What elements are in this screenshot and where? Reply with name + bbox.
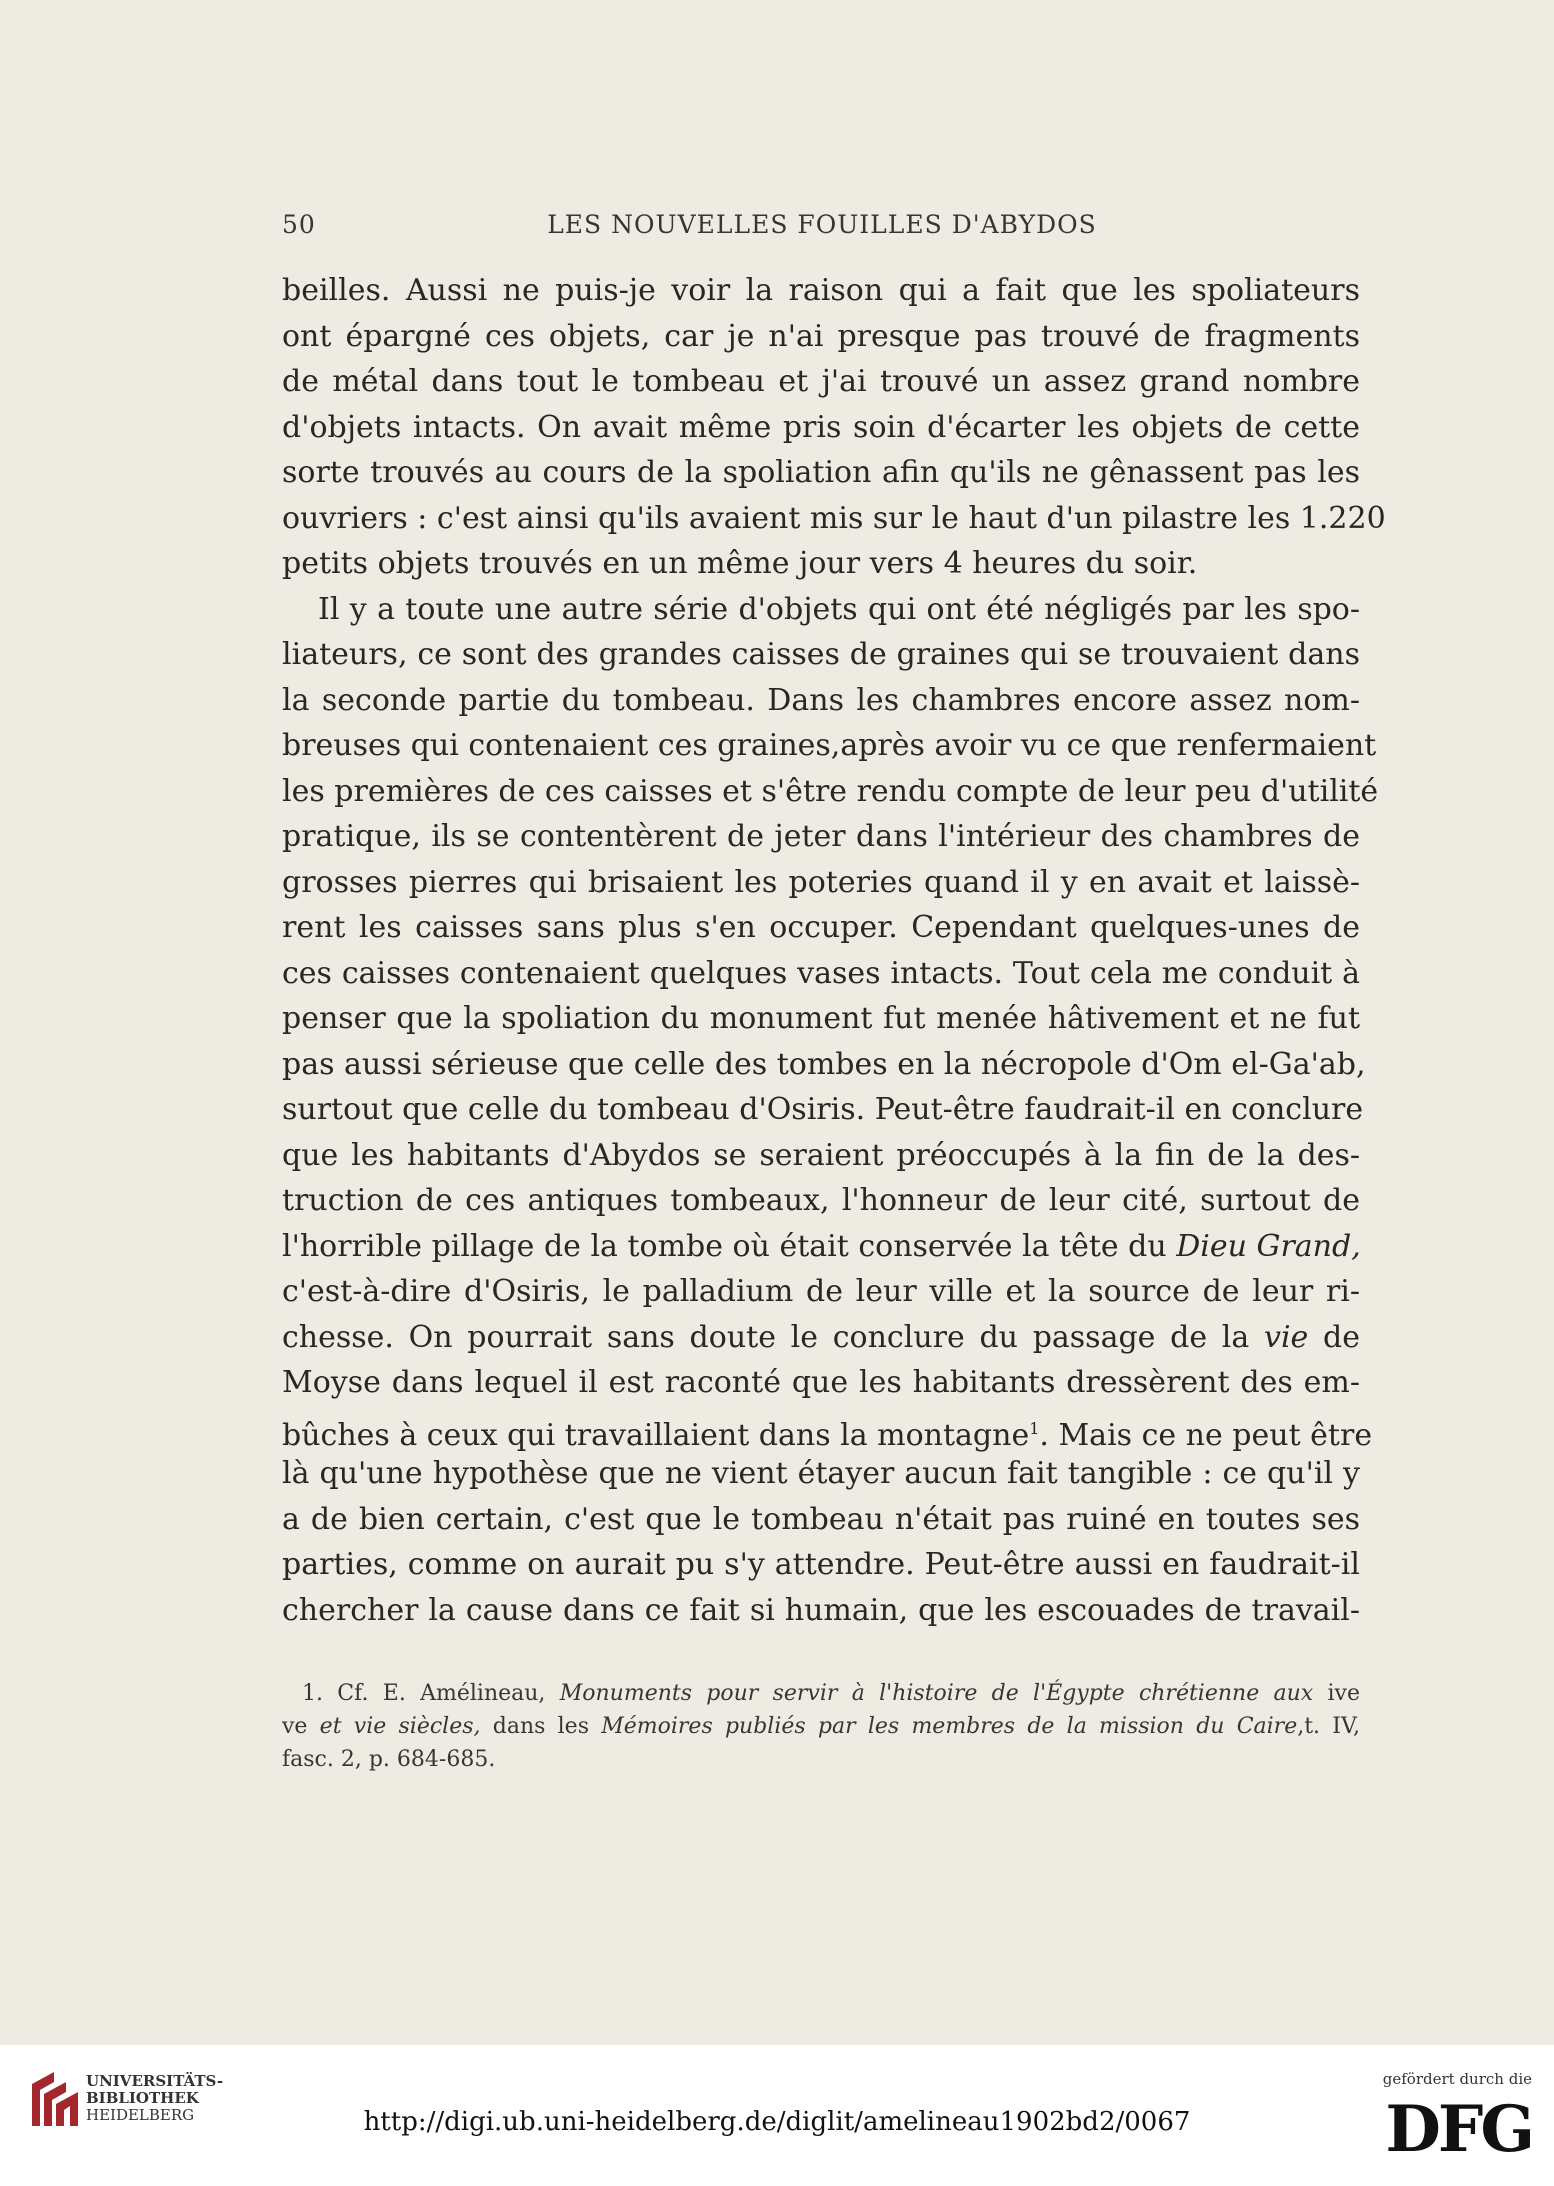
text-line: les premières de ces caisses et s'être rendu compte de leur peu d'utilité: [282, 773, 1379, 809]
footnote-reference[interactable]: 1: [1029, 1418, 1040, 1438]
text-line: d'objets intacts. On avait même pris soin d'écarter les objets de cette: [282, 409, 1360, 445]
library-name-line: UNIVERSITÄTS-: [86, 2072, 224, 2090]
footnote-line: fasc. 2, p. 684-685.: [282, 1747, 496, 1772]
footnote-text: ,t. IV,: [1297, 1714, 1361, 1739]
permalink-url[interactable]: http://digi.ub.uni-heidelberg.de/diglit/amelineau1902bd2/0067: [363, 2107, 1191, 2137]
line-text: bûches à ceux qui travaillaient dans la montagne: [282, 1417, 1030, 1453]
text-line: penser que la spoliation du monument fut menée hâtivement et ne fut: [282, 1001, 1360, 1036]
text-line: chercher la cause dans ce fait si humain, que les escouades de travail-: [282, 1592, 1360, 1628]
line-text: l'horrible pillage de la tombe où était conservée la tête du: [282, 1228, 1177, 1264]
text-line: truction de ces antiques tombeaux, l'honneur de leur cité, surtout de: [282, 1183, 1360, 1218]
footnote-lead: 1. Cf. E. Amélineau,: [302, 1681, 560, 1706]
text-line: pratique, ils se contentèrent de jeter dans l'intérieur des chambres de: [282, 819, 1360, 854]
text-line: de métal dans tout le tombeau et j'ai trouvé un assez grand nombre: [282, 364, 1360, 399]
italic-vie: vie: [1264, 1319, 1309, 1355]
footnote-work-title: Monuments pour servir à l'histoire de l'Égypte chrétienne aux: [559, 1681, 1314, 1706]
footnote-century: ive: [1313, 1681, 1360, 1706]
text-line-with-italic: [282, 1315, 1360, 1361]
footnote-text: dans les: [480, 1714, 602, 1739]
text-line: rent les caisses sans plus s'en occuper. Cependant quelques-unes de: [282, 910, 1360, 945]
footnote-memoires-title: Mémoires publiés par les membres de la mission du Caire: [601, 1714, 1298, 1739]
text-line: petits objets trouvés en un même jour vers 4 heures du soir.: [282, 546, 1198, 581]
text-line: grosses pierres qui brisaient les poteries quand il y en avait et laissè-: [282, 864, 1360, 900]
funding-caption: gefördert durch die: [1382, 2070, 1532, 2088]
footnote-line: [282, 1677, 1360, 1710]
page-number: 50: [282, 210, 316, 239]
text-line: ouvriers : c'est ainsi qu'ils avaient mis sur le haut d'un pilastre les 1.220: [282, 500, 1386, 536]
line-text-tail: de: [1308, 1319, 1360, 1355]
line-text: chesse. On pourrait sans doute le conclure du passage de la: [282, 1319, 1265, 1355]
running-title: LES NOUVELLES FOUILLES D'ABYDOS: [547, 210, 1097, 239]
text-line: ces caisses contenaient quelques vases intacts. Tout cela me conduit à: [282, 955, 1360, 991]
text-line-with-italic: [282, 1224, 1360, 1270]
footnote-century: ve: [282, 1714, 308, 1739]
line-text-tail: . Mais ce ne peut être: [1039, 1417, 1373, 1453]
text-line: pas aussi sérieuse que celle des tombes en la nécropole d'Om el-Ga'ab,: [282, 1046, 1366, 1082]
dfg-logo: DFG: [1385, 2092, 1532, 2167]
text-line: liateurs, ce sont des grandes caisses de graines qui se trouvaient dans: [282, 637, 1360, 672]
text-line: a de bien certain, c'est que le tombeau n'était pas ruiné en toutes ses: [282, 1501, 1360, 1537]
italic-dieu-grand: Dieu Grand,: [1176, 1228, 1361, 1264]
text-line: sorte trouvés au cours de la spoliation afin qu'ils ne gênassent pas les: [282, 455, 1360, 490]
running-header: [282, 210, 1362, 244]
text-line: breuses qui contenaient ces graines,après avoir vu ce que renfermaient: [282, 728, 1377, 763]
library-name-line: HEIDELBERG: [86, 2106, 195, 2124]
text-line: surtout que celle du tombeau d'Osiris. Peut-être faudrait-il en conclure: [282, 1092, 1364, 1127]
footnote: [282, 1677, 1360, 1776]
text-line: que les habitants d'Abydos se seraient préoccupés à la fin de la des-: [282, 1137, 1360, 1173]
text-line: c'est-à-dire d'Osiris, le palladium de leur ville et la source de leur ri-: [282, 1274, 1360, 1309]
footnote-italic: et vie siècles,: [307, 1714, 481, 1739]
text-line: beilles. Aussi ne puis-je voir la raison qui a fait que les spoliateurs: [282, 273, 1360, 308]
body-text: [282, 268, 1386, 1633]
footnote-line: [282, 1710, 1360, 1743]
text-line: ont épargné ces objets, car je n'ai presque pas trouvé de fragments: [282, 318, 1360, 354]
paragraph-start-line: Il y a toute une autre série d'objets qui ont été négligés par les spo-: [318, 591, 1360, 627]
library-name-line: BIBLIOTHEK: [86, 2089, 199, 2107]
text-line: parties, comme on aurait pu s'y attendre. Peut-être aussi en faudrait-il: [282, 1547, 1360, 1582]
text-line: là qu'une hypothèse que ne vient étayer aucun fait tangible : ce qu'il y: [282, 1456, 1360, 1491]
text-line: Moyse dans lequel il est raconté que les habitants dressèrent des em-: [282, 1365, 1360, 1400]
text-line-with-footnote-ref: [282, 1406, 1373, 1453]
text-line: la seconde partie du tombeau. Dans les chambres encore assez nom-: [282, 682, 1360, 718]
